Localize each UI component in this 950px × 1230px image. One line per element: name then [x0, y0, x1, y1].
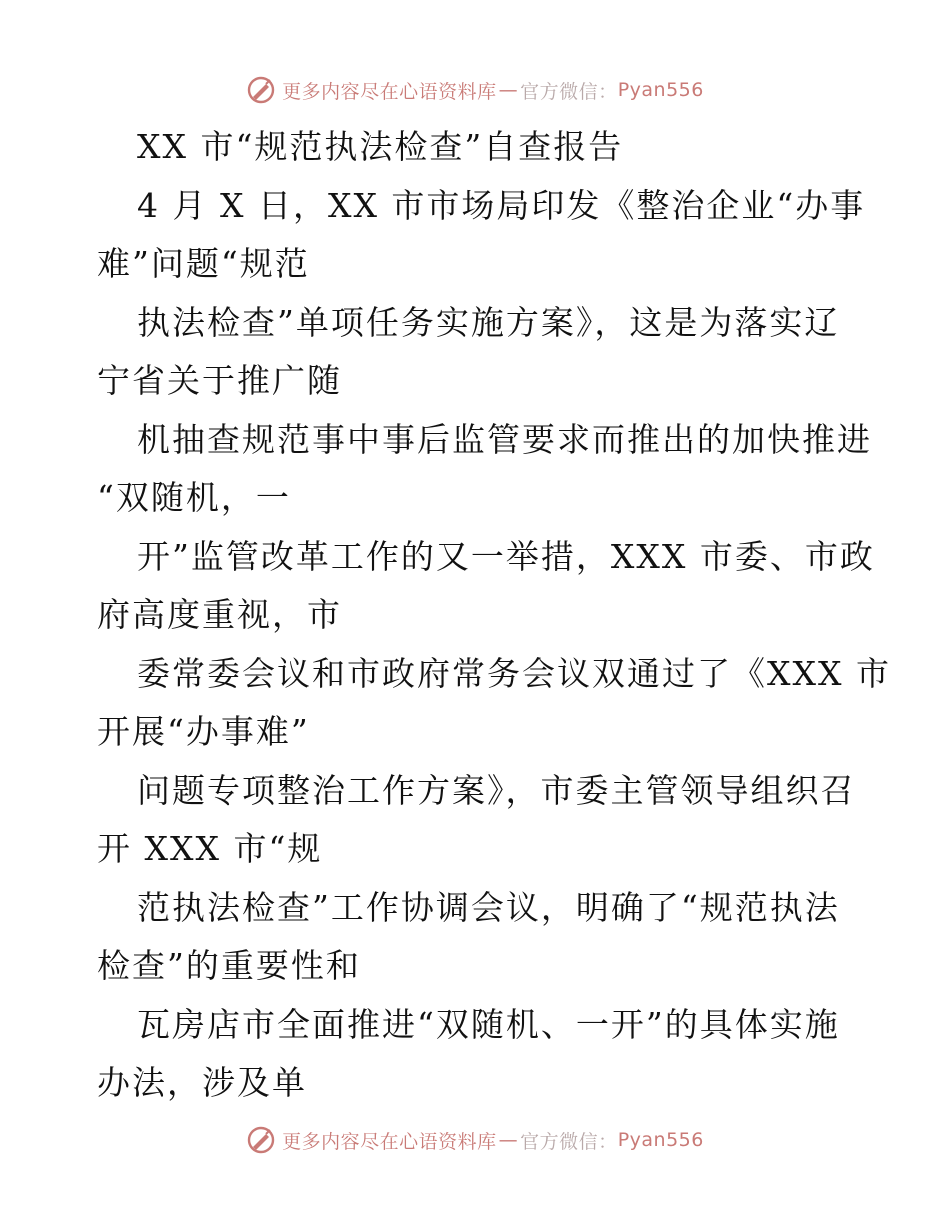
text-line: 办法，涉及单 [97, 1063, 307, 1102]
watermark-separator: — [498, 79, 519, 101]
text-line: 委常委会议和市政府常务会议双通过了《XXX 市 [137, 653, 891, 693]
text-line: 开 XXX 市“规 [97, 829, 323, 868]
text-line: 检查”的重要性和 [97, 946, 361, 985]
pen-logo-icon [246, 75, 276, 105]
watermark-brand: 更多内容尽在心语资料库 [282, 80, 497, 103]
watermark-footer [0, 1120, 950, 1160]
text-line: 难”问题“规范 [97, 244, 310, 283]
watermark-separator: — [498, 1129, 519, 1151]
watermark-brand: 更多内容尽在心语资料库 [282, 1130, 497, 1153]
text-line: 宁省关于推广随 [97, 361, 342, 400]
watermark-wechat-id: Pyan556 [617, 79, 704, 101]
watermark-wechat-label: 官方微信： [520, 80, 618, 103]
text-line: 机抽查规范事中事后监管要求而推出的加快推进 [137, 419, 872, 459]
document-title: XX 市“规范执法检查”自查报告 [137, 127, 624, 166]
watermark-wechat-label: 官方微信： [520, 1130, 618, 1153]
watermark-wechat-id: Pyan556 [617, 1129, 704, 1151]
text-line: 开展“办事难” [97, 712, 310, 751]
text-line: 4 月 X 日，XX 市市场局印发《整治企业“办事 [137, 185, 866, 225]
text-line: 范执法检查”工作协调会议，明确了“规范执法 [137, 887, 840, 927]
document-body [97, 118, 891, 1113]
text-line: 执法检查”单项任务实施方案》，这是为落实辽 [137, 302, 840, 342]
text-line: “双随机，一 [97, 478, 291, 517]
watermark-header [0, 70, 950, 110]
pen-logo-icon [246, 1125, 276, 1155]
text-line: 开”监管改革工作的又一举措，XXX 市委、市政 [137, 536, 875, 576]
text-line: 府高度重视，市 [97, 595, 342, 634]
text-line: 问题专项整治工作方案》，市委主管领导组织召 [137, 770, 856, 810]
text-line: 瓦房店市全面推进“双随机、一开”的具体实施 [137, 1004, 840, 1044]
